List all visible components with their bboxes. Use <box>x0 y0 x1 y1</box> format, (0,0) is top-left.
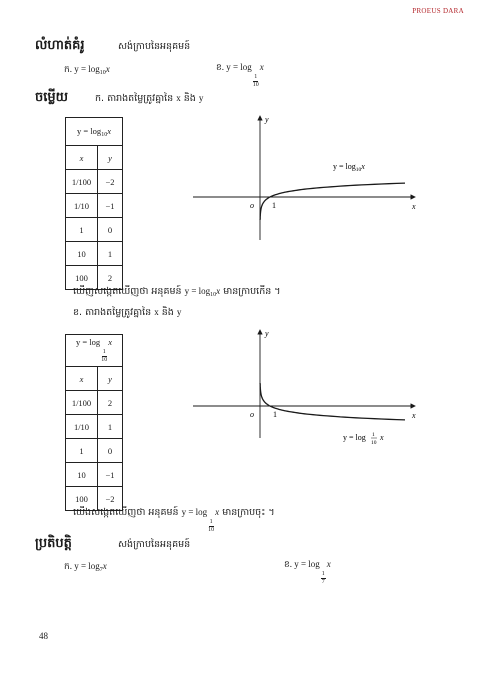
header-brand: PROEUS DARA <box>412 7 464 15</box>
exercise-part-a <box>64 64 110 77</box>
page-number: 48 <box>39 631 48 641</box>
origin-label: o <box>250 201 254 210</box>
log-base-fraction: $\frac{1}{7}$ <box>321 571 325 585</box>
curve-label-base-den: 10 <box>371 440 377 446</box>
curve-label-var: x <box>380 433 384 442</box>
exercise-title: លំហាត់គំរូ <box>35 38 85 53</box>
cell-x: 1/100 <box>66 170 98 194</box>
cell-y: 1 <box>98 415 123 439</box>
column-header-y: y <box>98 367 123 391</box>
cell-y: 0 <box>98 218 123 242</box>
function-variable: x <box>259 62 264 72</box>
table-row <box>66 242 123 266</box>
practice-part-b <box>284 559 331 586</box>
table-header: y = log $\frac{1}{10}$ x <box>66 335 123 367</box>
cell-y: −1 <box>98 463 123 487</box>
cell-x: 1 <box>66 218 98 242</box>
table-row <box>66 170 123 194</box>
practice-title: ប្រតិបត្តិ <box>35 536 72 551</box>
cell-x: 10 <box>66 242 98 266</box>
cell-x: 1/10 <box>66 194 98 218</box>
cell-y: −2 <box>98 487 123 511</box>
cell-y: 2 <box>98 391 123 415</box>
curve-label-base-num: 1 <box>372 432 375 438</box>
value-table-b <box>65 334 123 511</box>
solution-part-a-intro: ក. តារាងតម្លៃត្រូវគ្នានៃ x និង y <box>95 93 204 104</box>
column-header-y: y <box>98 146 123 170</box>
table-row <box>66 439 123 463</box>
value-table-a <box>65 117 123 290</box>
table-header: $y = \log_{10}x$ <box>66 118 123 146</box>
cell-y: −1 <box>98 194 123 218</box>
x-axis-label: x <box>412 202 416 211</box>
log-base-fraction: $\frac{1}{10}$ <box>252 74 259 88</box>
curve-label: y = log <box>343 433 366 442</box>
cell-y: 0 <box>98 439 123 463</box>
practice-part-a <box>64 561 107 574</box>
column-header-x: x <box>66 146 98 170</box>
log-one-tenth-curve <box>260 383 405 420</box>
table-row <box>66 391 123 415</box>
cell-y: −2 <box>98 170 123 194</box>
cell-x: 1 <box>66 439 98 463</box>
table-row <box>66 194 123 218</box>
graph-log-one-tenth <box>185 326 425 466</box>
solution-part-b-intro: ខ. តារាងតម្លៃត្រូវគ្នានៃ x និង y <box>73 307 182 318</box>
cell-x: 100 <box>66 487 98 511</box>
exercise-instruction: សង់ក្រាបនៃអនុគមន៍ <box>118 41 191 52</box>
function-variable: x <box>105 64 110 74</box>
solution-title: ចម្លើយ <box>35 90 69 105</box>
part-label: ខ. <box>216 62 224 72</box>
cell-y: 1 <box>98 242 123 266</box>
table-row <box>66 415 123 439</box>
cell-y: 2 <box>98 266 123 290</box>
function-text: y = log <box>226 62 252 72</box>
x-axis-label: x <box>412 411 416 420</box>
part-label: ក. <box>64 64 72 74</box>
y-axis-label: y <box>265 115 269 124</box>
log10-curve <box>260 183 405 220</box>
table-row <box>66 218 123 242</box>
practice-instruction: សង់ក្រាបនៃអនុគមន៍ <box>118 539 191 550</box>
origin-label: o <box>250 410 254 419</box>
exercise-part-b <box>216 62 264 89</box>
part-label: ខ. <box>284 559 292 569</box>
y-axis-label: y <box>265 329 269 338</box>
log-base: 10 <box>99 70 106 76</box>
column-header-x: x <box>66 367 98 391</box>
table-row <box>66 463 123 487</box>
cell-x: 1/100 <box>66 391 98 415</box>
x-one-label: 1 <box>273 410 277 419</box>
solution-part-a-conclusion: ឃើញសង្កេតឃើញថា អនុគមន៍ $y = \log_{10}x$ មានក្រាបកើន ។ <box>73 286 281 298</box>
solution-part-b-conclusion: យើងសង្កេតឃើញថា អនុគមន៍ y = log $\frac{1}{10}$ x មានក្រាបចុះ ។ <box>73 507 275 533</box>
cell-x: 100 <box>66 266 98 290</box>
function-variable: x <box>102 561 107 571</box>
part-label: ក. <box>64 561 72 571</box>
function-text: y = log <box>74 561 100 571</box>
curve-label: $y = \log_{10}x$ <box>333 162 365 173</box>
cell-x: 10 <box>66 463 98 487</box>
graph-log10 <box>185 112 425 242</box>
x-one-label: 1 <box>272 201 276 210</box>
function-text: y = log <box>294 559 320 569</box>
log-base: 7 <box>99 567 103 573</box>
cell-x: 1/10 <box>66 415 98 439</box>
function-variable: x <box>326 559 331 569</box>
function-text: y = log <box>74 64 100 74</box>
